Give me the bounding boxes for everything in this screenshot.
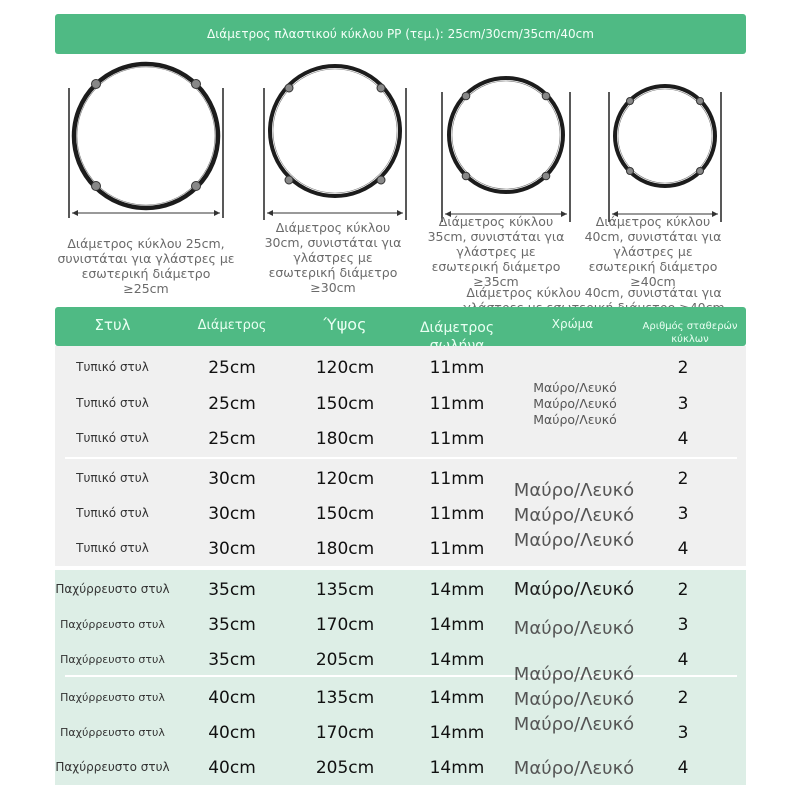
ring-caption-30: Διάμετρος κύκλου 30cm, συνιστάται για γλάστρες με εσωτερική διάμετρο ≥30cm: [264, 220, 402, 295]
color-line: Μαύρο/Λευκό: [513, 530, 635, 551]
header-height: Ύψος: [323, 315, 367, 334]
diameter-cell: 35cm: [208, 614, 256, 635]
ring-30-illustration: [264, 66, 406, 220]
diameter-cell: 30cm: [208, 538, 256, 559]
title-banner: [55, 14, 746, 54]
ring-count-cell: 4: [677, 538, 689, 559]
ring-illustrations: [0, 55, 800, 225]
height-cell: 135cm: [315, 687, 375, 708]
style-cell: Τυπικό στυλ: [76, 541, 149, 555]
pipe-cell: 14mm: [429, 722, 485, 743]
ring-count-cell: 4: [677, 428, 689, 449]
pipe-cell: 14mm: [429, 757, 485, 778]
color-line: Μαύρο/Λευκό: [513, 758, 635, 779]
table-row: [55, 386, 746, 421]
diameter-cell: 35cm: [208, 649, 256, 670]
style-cell: Τυπικό στυλ: [76, 506, 149, 520]
banner-text: Διάμετρος πλαστικού κύκλου PP (τεμ.): 25cm/30cm/35cm/40cm: [207, 27, 594, 41]
style-cell: Παχύρρευστο στυλ: [55, 760, 170, 774]
table-row: [55, 421, 746, 456]
ring-caption-25: Διάμετρος κύκλου 25cm, συνιστάται για γλάστρες με εσωτερική διάμετρο ≥25cm: [57, 236, 235, 296]
height-cell: 170cm: [315, 722, 375, 743]
style-cell: Τυπικό στυλ: [76, 431, 149, 445]
diameter-cell: 30cm: [208, 503, 256, 524]
diameter-cell: 40cm: [208, 757, 256, 778]
color-line: Μαύρο/Λευκό: [533, 412, 617, 427]
ring-count-cell: 4: [677, 757, 689, 778]
ring-count-cell: 4: [677, 649, 689, 670]
style-cell: Παχύρρευστο στυλ: [60, 691, 165, 704]
color-line: Μαύρο/Λευκό: [513, 689, 635, 710]
height-cell: 180cm: [315, 538, 375, 559]
color-line: Μαύρο/Λευκό: [513, 579, 635, 600]
pipe-cell: 11mm: [429, 393, 485, 414]
header-style: Στυλ: [94, 316, 131, 334]
header-color: Χρώμα: [551, 317, 594, 331]
diameter-cell: 30cm: [208, 468, 256, 489]
pipe-cell: 11mm: [429, 428, 485, 449]
height-cell: 120cm: [315, 357, 375, 378]
diameter-cell: 25cm: [208, 393, 256, 414]
height-cell: 150cm: [315, 393, 375, 414]
style-cell: Παχύρρευστο στυλ: [60, 618, 165, 631]
pipe-cell: 14mm: [429, 579, 485, 600]
ring-count-cell: 3: [677, 503, 689, 524]
height-cell: 120cm: [315, 468, 375, 489]
overlay-caption: Διάμετρος κύκλου 40cm, συνιστάται για: [466, 285, 722, 300]
color-line: Μαύρο/Λευκό: [513, 664, 635, 685]
color-block: [496, 662, 652, 737]
color-line: Μαύρο/Λευκό: [533, 396, 617, 411]
ring-count-cell: 2: [677, 579, 689, 600]
ring-caption-40: Διάμετρος κύκλου 40cm, συνιστάται για γλάστρες με εσωτερική διάμετρο ≥40cm: [584, 214, 722, 289]
color-block: [496, 756, 652, 781]
table-row: [55, 350, 746, 385]
pipe-cell: 11mm: [429, 538, 485, 559]
color-line: Μαύρο/Λευκό: [513, 505, 635, 526]
pipe-cell: 14mm: [429, 614, 485, 635]
diameter-cell: 40cm: [208, 687, 256, 708]
style-cell: Τυπικό στυλ: [76, 396, 149, 410]
ring-count-cell: 3: [677, 722, 689, 743]
diameter-cell: 25cm: [208, 357, 256, 378]
pipe-cell: 11mm: [429, 468, 485, 489]
diameter-cell: 25cm: [208, 428, 256, 449]
row-divider: [65, 457, 737, 459]
style-cell: Παχύρρευστο στυλ: [60, 726, 165, 739]
style-cell: Τυπικό στυλ: [76, 471, 149, 485]
pipe-cell: 14mm: [429, 687, 485, 708]
table-header: [55, 307, 746, 346]
header-pipe-diameter: Διάμετρος: [419, 320, 495, 336]
height-cell: 180cm: [315, 428, 375, 449]
height-cell: 150cm: [315, 503, 375, 524]
diameter-cell: 35cm: [208, 579, 256, 600]
pipe-cell: 14mm: [429, 649, 485, 670]
ring-caption-35: Διάμετρος κύκλου 35cm, συνιστάται για γλάστρες με εσωτερική διάμετρο ≥35cm: [427, 214, 565, 289]
style-cell: Παχύρρευστο στυλ: [60, 653, 165, 666]
color-line: Μαύρο/Λευκό: [513, 714, 635, 735]
height-cell: 170cm: [315, 614, 375, 635]
ring-count-cell: 3: [677, 393, 689, 414]
color-block: [496, 616, 652, 641]
header-diameter: Διάμετρος: [197, 318, 267, 333]
pipe-cell: 11mm: [429, 503, 485, 524]
color-block: [496, 478, 652, 553]
pipe-cell: 11mm: [429, 357, 485, 378]
height-cell: 135cm: [315, 579, 375, 600]
ring-count-cell: 2: [677, 357, 689, 378]
diameter-cell: 40cm: [208, 722, 256, 743]
ring-count-cell: 3: [677, 614, 689, 635]
header-ring-count: Αριθμός σταθερών κύκλων: [642, 321, 738, 345]
style-cell: Παχύρρευστο στυλ: [55, 582, 170, 596]
color-block: [496, 577, 652, 602]
ring-count-cell: 2: [677, 687, 689, 708]
color-line: Μαύρο/Λευκό: [513, 480, 635, 501]
height-cell: 205cm: [315, 757, 375, 778]
ring-count-cell: 2: [677, 468, 689, 489]
ring-40-illustration: [609, 86, 721, 222]
color-line: Μαύρο/Λευκό: [513, 618, 635, 639]
ring-25-illustration: [69, 64, 223, 218]
color-block: [515, 380, 635, 428]
ring-35-illustration: [442, 78, 570, 222]
height-cell: 205cm: [315, 649, 375, 670]
color-line: Μαύρο/Λευκό: [533, 380, 617, 395]
style-cell: Τυπικό στυλ: [76, 360, 149, 374]
